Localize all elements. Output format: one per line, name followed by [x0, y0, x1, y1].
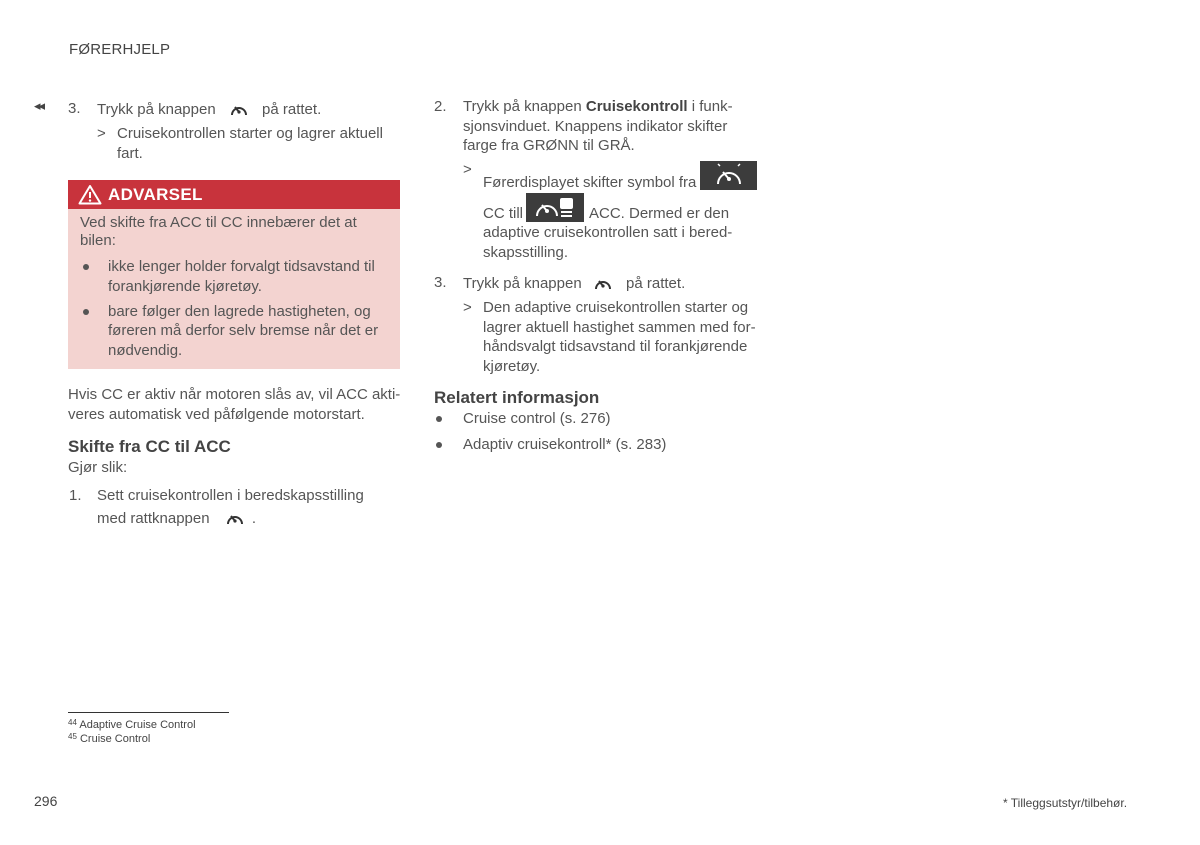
result-line: ACC. Dermed er den — [589, 205, 730, 222]
footnote-number: 45 — [68, 732, 77, 741]
step-number: 2. — [434, 98, 447, 115]
step-text: Trykk på knappen — [97, 101, 216, 118]
footnote-text: Adaptive Cruise Control — [79, 719, 196, 731]
warning-triangle-icon — [78, 184, 102, 205]
step-text-line2 — [97, 509, 256, 529]
paragraph-line: veres automatisk ved påfølgende motorstart. — [68, 406, 365, 423]
step-text: på rattet. — [626, 275, 686, 292]
warning-intro: Ved skifte fra ACC til CC innebærer det at — [80, 214, 357, 231]
result-line: Førerdisplayet skifter symbol fra — [483, 174, 697, 191]
warning-title: ADVARSEL — [108, 185, 203, 204]
result-arrow: > — [463, 161, 472, 178]
footnote — [68, 718, 196, 732]
result-line: CC till — [483, 205, 523, 222]
speedometer-button-icon — [592, 275, 614, 293]
result-line: Den adaptive cruisekontrollen starter og — [483, 299, 749, 316]
step-text — [463, 97, 733, 117]
result-arrow: > — [97, 125, 106, 142]
related-link[interactable]: Cruise control (s. 276) — [463, 410, 611, 427]
step-number: 1. — [69, 487, 82, 504]
speedometer-button-icon — [224, 510, 246, 528]
warning-header — [68, 180, 400, 209]
subheading: Skifte fra CC til ACC — [68, 437, 231, 456]
page-number: 296 — [34, 793, 58, 809]
bullet-icon — [436, 416, 442, 422]
footnote-number: 44 — [68, 718, 77, 727]
warning-intro: bilen: — [80, 232, 116, 249]
cc-symbol-icon — [700, 161, 757, 190]
step-text: Sett cruisekontrollen i beredskapsstilling — [97, 487, 364, 504]
step-number: 3. — [68, 100, 81, 117]
section-header: FØRERHJELP — [69, 41, 171, 58]
warning-bullet-line: føreren må derfor selv bremse når det er — [108, 322, 379, 339]
step-text: . — [251, 510, 257, 527]
footnote-divider — [68, 712, 229, 713]
step-3-left — [68, 99, 81, 119]
footer-note: * Tilleggsutstyr/tilbehør. — [1003, 796, 1128, 810]
result-line: Cruisekontrollen starter og lagrer aktuell — [117, 125, 383, 142]
result-line: håndsvalgt tidsavstand til forankjørende — [483, 338, 748, 355]
step-text: med rattknappen — [97, 510, 210, 527]
step-text: Trykk på knappen — [463, 98, 582, 115]
warning-bullet-line: ikke lenger holder forvalgt tidsavstand til — [108, 258, 375, 275]
step-number: 3. — [434, 274, 447, 291]
step-text: sjonsvinduet. Knappens indikator skifter — [463, 118, 728, 135]
bullet-icon — [83, 309, 89, 315]
speedometer-button-icon — [228, 101, 250, 119]
bullet-icon — [83, 264, 89, 270]
instruction-intro: Gjør slik: — [68, 459, 128, 476]
footnote-text: Cruise Control — [79, 733, 151, 745]
step-text: på rattet. — [262, 101, 322, 118]
acc-symbol-icon — [526, 193, 584, 222]
warning-bullet-line: bare følger den lagrede hastigheten, og — [108, 303, 371, 320]
step-text: i funk- — [691, 98, 733, 115]
warning-bullet-line: forankjørende kjøretøy. — [108, 278, 262, 295]
related-link[interactable]: Adaptiv cruisekontroll* (s. 283) — [463, 436, 667, 453]
back-nav-icon[interactable]: ◂◂ — [34, 98, 44, 113]
result-arrow: > — [463, 299, 472, 316]
step-text: farge fra GRØNN til GRÅ. — [463, 137, 635, 154]
related-heading: Relatert informasjon — [434, 388, 600, 407]
paragraph-line: Hvis CC er aktiv når motoren slås av, vil ACC akti- — [68, 386, 401, 403]
function-name: Cruisekontroll — [585, 98, 688, 115]
result-line: adaptive cruisekontrollen satt i bered- — [483, 224, 733, 241]
result-line: kjøretøy. — [483, 358, 541, 375]
result-line: fart. — [117, 145, 143, 162]
step-text: Trykk på knappen — [463, 275, 582, 292]
footnote — [68, 732, 150, 746]
bullet-icon — [436, 442, 442, 448]
step-text — [463, 274, 685, 294]
warning-bullet-line: nødvendig. — [108, 342, 183, 359]
result-line: lagrer aktuell hastighet sammen med for- — [483, 319, 756, 336]
step-3-text — [97, 100, 321, 120]
result-line: skapsstilling. — [483, 244, 569, 261]
